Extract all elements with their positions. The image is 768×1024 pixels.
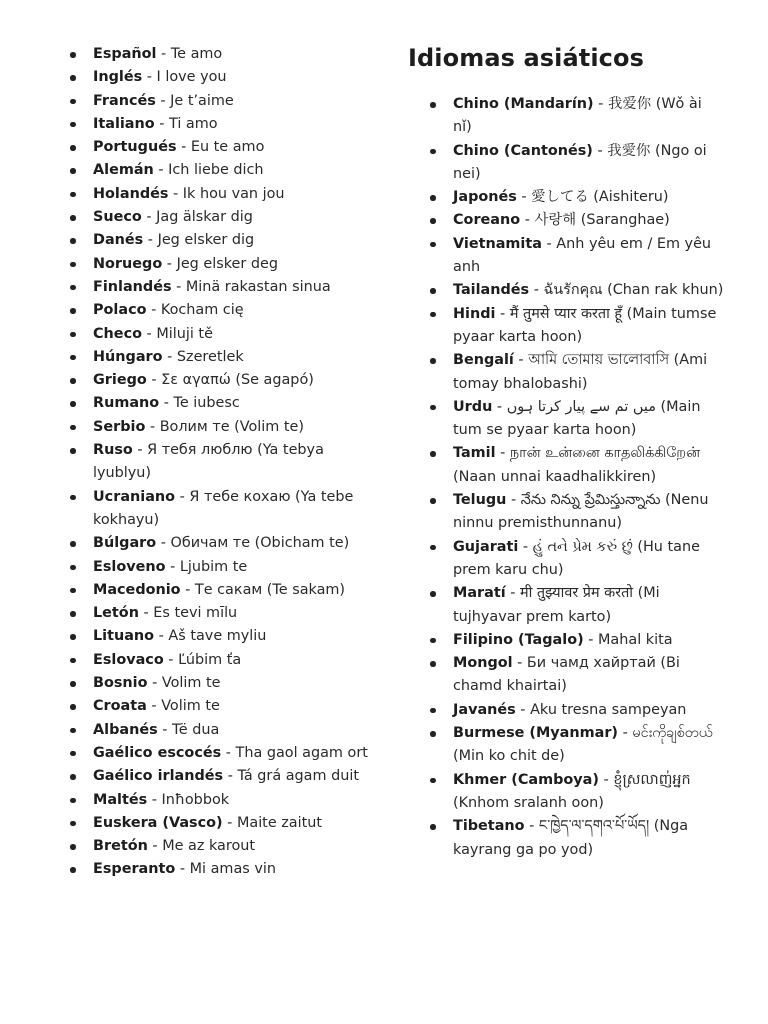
list-item: Euskera (Vasco) - Maite zaitut <box>0 812 380 835</box>
language-name: Serbio <box>93 418 146 435</box>
bullet-icon <box>70 168 76 174</box>
list-item: Tailandés - ฉันรักคุณ (Chan rak khun) <box>385 279 725 302</box>
list-item: Burmese (Myanmar) - မင်းကိုချစ်တယ် (Min ko chit de) <box>385 722 725 769</box>
language-name: Japonés <box>453 189 517 206</box>
love-phrase: Ľúbim ťa <box>178 651 242 668</box>
language-name: Burmese (Myanmar) <box>453 725 619 742</box>
list-item: Coreano - 사랑해 (Saranghae) <box>385 209 725 232</box>
bullet-icon <box>70 844 76 850</box>
language-name: Maltés <box>93 791 148 808</box>
language-name: Albanés <box>93 721 158 738</box>
list-item: Griego - Σε αγαπώ (Se agapó) <box>0 369 380 392</box>
list-item: Francés - Je t’aime <box>0 90 380 113</box>
bullet-icon <box>430 591 436 597</box>
love-phrase: I love you <box>156 69 227 86</box>
language-name: Telugu <box>453 492 507 509</box>
bullet-icon <box>70 52 76 58</box>
love-phrase: Te amo <box>170 46 223 62</box>
love-phrase: ฉันรักคุณ (Chan rak khun) <box>543 282 724 299</box>
language-name: Italiano <box>93 115 155 132</box>
bullet-icon <box>70 634 76 640</box>
bullet-icon <box>70 728 76 734</box>
love-phrase: Je t’aime <box>170 92 234 109</box>
list-item: Italiano - Ti amo <box>0 113 380 136</box>
love-phrase: Ik hou van jou <box>182 185 285 202</box>
list-item: Letón - Es tevi mīlu <box>0 602 380 625</box>
list-item: Tamil - நான் உன்னை காதலிக்கிறேன் (Naan unnai kaadhalikkiren) <box>385 442 725 489</box>
european-languages-list <box>0 43 380 882</box>
love-phrase: Jeg elsker dig <box>157 232 255 249</box>
bullet-icon <box>70 448 76 454</box>
love-phrase: Ti amo <box>169 115 218 132</box>
language-name: Griego <box>93 372 147 389</box>
list-item: Urdu - میں تم سے پیار کرتا ہوں (Main tum se pyaar karta hoon) <box>385 396 725 443</box>
love-phrase: Anh yêu em / Em yêu anh <box>453 235 712 276</box>
list-item: Bosnio - Volim te <box>0 672 380 695</box>
language-name: Urdu <box>453 398 493 415</box>
love-phrase: আমি তোমায় ভালোবাসি (Ami tomay bhalobashi) <box>453 352 708 392</box>
love-phrase: Minä rakastan sinua <box>185 278 331 295</box>
language-name: Chino (Cantonés) <box>453 142 593 159</box>
love-phrase: Mahal kita <box>598 631 673 648</box>
love-phrase: 愛してる (Aishiteru) <box>531 189 669 206</box>
list-item: Polaco - Kocham cię <box>0 299 380 322</box>
language-name: Gujarati <box>453 538 519 555</box>
language-name: Maratí <box>453 585 506 602</box>
bullet-icon <box>430 498 436 504</box>
love-phrase: నేను నిన్ను ప్రేమిస్తున్నాను (Nenu ninnu premisthunnanu) <box>453 492 709 532</box>
language-name: Esloveno <box>93 558 166 575</box>
list-item: Chino (Mandarín) - 我爱你 (Wǒ ài nǐ) <box>385 93 725 140</box>
list-item: Maratí - मी तुझ्यावर प्रेम करतो (Mi tujhyavar prem karto) <box>385 582 725 629</box>
list-item: Sueco - Jag älskar dig <box>0 206 380 229</box>
bullet-icon <box>70 704 76 710</box>
language-name: Rumano <box>93 395 160 412</box>
bullet-icon <box>70 262 76 268</box>
language-name: Finlandés <box>93 278 172 295</box>
bullet-icon <box>430 451 436 457</box>
bullet-icon <box>70 401 76 407</box>
language-name: Gaélico irlandés <box>93 768 224 785</box>
list-item: Eslovaco - Ľúbim ťa <box>0 649 380 672</box>
love-phrase: မင်းကိုချစ်တယ် (Min ko chit de) <box>453 725 713 765</box>
language-name: Croata <box>93 698 147 715</box>
list-item: Alemán - Ich liebe dich <box>0 159 380 182</box>
language-name: Ucraniano <box>93 488 176 505</box>
list-item: Holandés - Ik hou van jou <box>0 183 380 206</box>
bullet-icon <box>430 195 436 201</box>
language-name: Sueco <box>93 209 142 226</box>
love-phrase: Jag älskar dig <box>156 209 253 226</box>
list-item: Macedonio - Те сакам (Te sakam) <box>0 579 380 602</box>
list-item: Ruso - Я тебя люблю (Ya tebya lyublyu) <box>0 439 380 486</box>
language-name: Eslovaco <box>93 651 164 668</box>
language-name: Gaélico escocés <box>93 744 222 761</box>
language-name: Vietnamita <box>453 235 542 252</box>
bullet-icon <box>70 495 76 501</box>
love-phrase: Би чамд хайртай (Bi chamd khairtai) <box>453 655 680 695</box>
bullet-icon <box>430 358 436 364</box>
list-item: Ucraniano - Я тебе кохаю (Ya tebe kokhayu) <box>0 486 380 533</box>
bullet-icon <box>70 425 76 431</box>
list-item: Albanés - Të dua <box>0 719 380 742</box>
bullet-icon <box>430 149 436 155</box>
love-phrase: Es tevi mīlu <box>153 605 238 622</box>
love-phrase: Inħobbok <box>161 791 230 808</box>
love-phrase: Volim te <box>161 698 220 715</box>
bullet-icon <box>70 238 76 244</box>
love-phrase: Mi amas vin <box>189 861 276 878</box>
language-name: Khmer (Camboya) <box>453 771 599 788</box>
list-item: Esloveno - Ljubim te <box>0 556 380 579</box>
list-item: Español - Te amo <box>0 43 380 66</box>
love-phrase: Σε αγαπώ (Se agapó) <box>161 372 314 389</box>
list-item: Gujarati - હું તને પ્રેમ કરું છું (Hu tane prem karu chu) <box>385 536 725 583</box>
love-phrase: Aš tave myliu <box>168 628 267 645</box>
language-name: Tailandés <box>453 282 530 299</box>
list-item: Vietnamita - Anh yêu em / Em yêu anh <box>385 233 725 280</box>
language-name: Tibetano <box>453 818 525 835</box>
language-name: Javanés <box>453 701 516 718</box>
list-item: Bretón - Me az karout <box>0 835 380 858</box>
bullet-icon <box>70 332 76 338</box>
language-name: Macedonio <box>93 581 181 598</box>
bullet-icon <box>430 218 436 224</box>
list-item: Noruego - Jeg elsker deg <box>0 253 380 276</box>
love-phrase: Me az karout <box>162 838 256 855</box>
love-phrase: Eu te amo <box>190 139 265 156</box>
list-item: Tibetano - ང་ཁྱེད་ལ་དགའ་པོ་ཡོད། (Nga kayrang ga po yod) <box>385 815 725 862</box>
love-phrase: Волим те (Volim te) <box>159 418 305 435</box>
bullet-icon <box>70 611 76 617</box>
bullet-icon <box>430 778 436 784</box>
bullet-icon <box>430 288 436 294</box>
list-item: Finlandés - Minä rakastan sinua <box>0 276 380 299</box>
language-name: Español <box>93 46 157 62</box>
language-name: Filipino (Tagalo) <box>453 631 584 648</box>
bullet-icon <box>70 378 76 384</box>
list-item: Maltés - Inħobbok <box>0 789 380 812</box>
list-item: Portugués - Eu te amo <box>0 136 380 159</box>
love-phrase: Ljubim te <box>179 558 248 575</box>
language-name: Portugués <box>93 139 177 156</box>
list-item: Japonés - 愛してる (Aishiteru) <box>385 186 725 209</box>
language-name: Holandés <box>93 185 169 202</box>
list-item: Inglés - I love you <box>0 66 380 89</box>
list-item: Esperanto - Mi amas vin <box>0 858 380 881</box>
bullet-icon <box>430 102 436 108</box>
language-name: Tamil <box>453 445 496 462</box>
bullet-icon <box>430 405 436 411</box>
bullet-icon <box>70 192 76 198</box>
list-item: Serbio - Волим те (Volim te) <box>0 416 380 439</box>
bullet-icon <box>70 565 76 571</box>
list-item: Checo - Miluji tě <box>0 323 380 346</box>
bullet-icon <box>70 355 76 361</box>
love-phrase: நான் உன்னை காதலிக்கிறேன் (Naan unnai kaadhalikkiren) <box>453 445 701 485</box>
language-name: Chino (Mandarín) <box>453 96 594 112</box>
list-item: Chino (Cantonés) - 我愛你 (Ngo oi nei) <box>385 140 725 187</box>
love-phrase: Volim te <box>161 675 221 692</box>
love-phrase: 我爱你 (Wǒ ài nǐ) <box>453 96 702 136</box>
love-phrase: Tha gaol agam ort <box>235 744 368 761</box>
bullet-icon <box>70 588 76 594</box>
list-item: Croata - Volim te <box>0 695 380 718</box>
bullet-icon <box>70 99 76 105</box>
love-phrase: ང་ཁྱེད་ལ་དགའ་པོ་ཡོད། (Nga kayrang ga po yod) <box>453 818 689 858</box>
bullet-icon <box>430 312 436 318</box>
language-name: Bosnio <box>93 675 148 692</box>
love-phrase: मैं तुमसे प्यार करता हूँ (Main tumse pyaar karta hoon) <box>453 305 717 345</box>
bullet-icon <box>430 545 436 551</box>
love-phrase: Kocham cię <box>160 302 244 319</box>
love-phrase: میں تم سے پیار کرتا ہوں (Main tum se pyaar karta hoon) <box>453 398 701 439</box>
language-name: Hindi <box>453 305 496 322</box>
love-phrase: Aku tresna sampeyan <box>530 701 687 718</box>
bullet-icon <box>70 145 76 151</box>
list-item: Khmer (Camboya) - ខ្ញុំស្រលាញ់អ្នក (Knhom sralanh oon) <box>385 769 725 816</box>
love-phrase: Maite zaitut <box>236 814 323 831</box>
love-phrase: ខ្ញុំស្រលាញ់អ្នក (Knhom sralanh oon) <box>453 771 691 811</box>
love-phrase: Jeg elsker deg <box>176 255 279 272</box>
language-name: Euskera (Vasco) <box>93 814 223 831</box>
bullet-icon <box>430 824 436 830</box>
asian-languages-list <box>385 93 725 862</box>
section-title: Idiomas asiáticos <box>408 44 644 72</box>
language-name: Polaco <box>93 302 147 319</box>
list-item: Húngaro - Szeretlek <box>0 346 380 369</box>
language-name: Esperanto <box>93 861 176 878</box>
love-phrase: Të dua <box>172 721 220 738</box>
bullet-icon <box>70 821 76 827</box>
love-phrase: 我愛你 (Ngo oi nei) <box>453 142 707 182</box>
bullet-icon <box>70 658 76 664</box>
language-name: Inglés <box>93 69 143 86</box>
list-item: Filipino (Tagalo) - Mahal kita <box>385 629 725 652</box>
list-item: Telugu - నేను నిన్ను ప్రేమిస్తున్నాను (Nenu ninnu premisthunnanu) <box>385 489 725 536</box>
language-name: Danés <box>93 232 144 249</box>
list-item: Javanés - Aku tresna sampeyan <box>385 699 725 722</box>
language-name: Noruego <box>93 255 163 272</box>
love-phrase: Те сакам (Te sakam) <box>194 581 346 598</box>
list-item: Bengalí - আমি তোমায় ভালোবাসি (Ami tomay bhalobashi) <box>385 349 725 396</box>
language-name: Coreano <box>453 212 521 229</box>
love-phrase: હું તને પ્રેમ કરું છું (Hu tane prem karu chu) <box>453 538 700 578</box>
bullet-icon <box>430 242 436 248</box>
list-item: Gaélico irlandés - Tá grá agam duit <box>0 765 380 788</box>
bullet-icon <box>70 867 76 873</box>
language-name: Alemán <box>93 162 154 179</box>
language-name: Mongol <box>453 655 513 672</box>
list-item: Hindi - मैं तुमसे प्यार करता हूँ (Main tumse pyaar karta hoon) <box>385 303 725 350</box>
bullet-icon <box>430 638 436 644</box>
bullet-icon <box>430 731 436 737</box>
language-name: Bretón <box>93 838 148 855</box>
bullet-icon <box>70 798 76 804</box>
bullet-icon <box>430 661 436 667</box>
bullet-icon <box>70 122 76 128</box>
language-name: Húngaro <box>93 348 163 365</box>
list-item: Lituano - Aš tave myliu <box>0 625 380 648</box>
love-phrase: Szeretlek <box>176 348 244 365</box>
bullet-icon <box>70 75 76 81</box>
bullet-icon <box>70 285 76 291</box>
bullet-icon <box>70 774 76 780</box>
list-item: Búlgaro - Обичам те (Obicham te) <box>0 532 380 555</box>
language-name: Lituano <box>93 628 155 645</box>
list-item: Gaélico escocés - Tha gaol agam ort <box>0 742 380 765</box>
love-phrase: Te iubesc <box>173 395 240 412</box>
love-phrase: Ich liebe dich <box>168 162 264 179</box>
bullet-icon <box>70 681 76 687</box>
love-phrase: Tá grá agam duit <box>237 768 359 785</box>
bullet-icon <box>70 751 76 757</box>
language-name: Checo <box>93 325 142 342</box>
love-phrase: Обичам те (Obicham te) <box>170 535 350 552</box>
list-item: Mongol - Би чамд хайртай (Bi chamd khairtai) <box>385 652 725 699</box>
language-name: Letón <box>93 605 139 622</box>
love-phrase: मी तुझ्यावर प्रेम करतो (Mi tujhyavar prem karto) <box>453 585 660 625</box>
love-phrase: Я тебя люблю (Ya tebya lyublyu) <box>93 442 324 482</box>
language-name: Bengalí <box>453 352 514 369</box>
love-phrase: Miluji tě <box>156 325 213 342</box>
love-phrase: Я тебе кохаю (Ya tebe kokhayu) <box>93 488 354 528</box>
language-name: Ruso <box>93 442 133 459</box>
bullet-icon <box>430 708 436 714</box>
bullet-icon <box>70 215 76 221</box>
bullet-icon <box>70 541 76 547</box>
love-phrase: 사랑해 (Saranghae) <box>534 212 670 229</box>
list-item: Rumano - Te iubesc <box>0 392 380 415</box>
language-name: Búlgaro <box>93 535 157 552</box>
language-name: Francés <box>93 92 156 109</box>
list-item: Danés - Jeg elsker dig <box>0 229 380 252</box>
bullet-icon <box>70 308 76 314</box>
